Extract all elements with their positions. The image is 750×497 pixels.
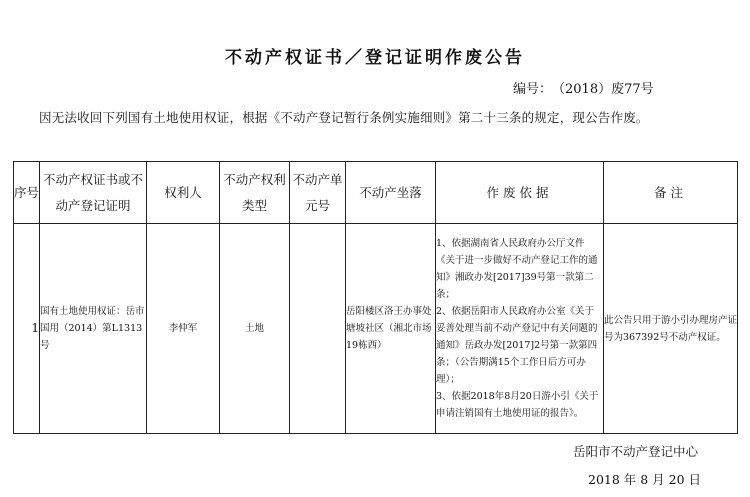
cell-remark: 此公告只用于游小引办理房产证号为367392号不动产权证。 (604, 224, 738, 434)
page-title: 不动产权证书／登记证明作废公告 (225, 48, 525, 68)
basis-item: 3、依据2018年8月20日游小引《关于申请注销国有土地使用证的报告》。 (436, 391, 599, 419)
cell-certificate: 国有土地使用权证：岳市国用（2014）第L1313号 (40, 224, 147, 434)
basis-item: 2、依据岳阳市人民政府办公室《关于妥善处理当前不动产登记中有关问题的通知》岳政办发[2017]2号第一款第四条；（公告期满15个工作日后方可办理）； (436, 306, 598, 385)
cell-location: 岳阳楼区洛王办事处塘坡社区（湘北市场19栋西） (346, 224, 436, 434)
cell-holder: 李仲军 (147, 224, 220, 434)
cell-seq: 1 (14, 224, 40, 434)
header-basis: 作废依据 (436, 162, 604, 224)
table-row (14, 224, 738, 434)
cell-unit-number (290, 224, 346, 434)
header-seq: 序号 (14, 162, 40, 224)
issue-date: 2018 年 8 月 20 日 (588, 472, 702, 487)
table-header-row (14, 162, 738, 224)
void-notice-table (13, 161, 738, 434)
document-number: 编号： （2018）废77号 (513, 82, 654, 97)
cell-basis (436, 224, 604, 434)
header-right-type: 不动产权利类型 (220, 162, 290, 224)
issuer-signature: 岳阳市不动产登记中心 (573, 444, 699, 459)
header-certificate: 不动产权证书或不动产登记证明 (40, 162, 147, 224)
header-remark: 备注 (604, 162, 738, 224)
header-holder: 权利人 (147, 162, 220, 224)
header-location: 不动产坐落 (346, 162, 436, 224)
intro-paragraph: 因无法收回下列国有土地使用权证，根据《不动产登记暂行条例实施细则》第二十三条的规定，现公告作废。 (39, 110, 649, 125)
cell-right-type: 土地 (220, 224, 290, 434)
header-unit-number: 不动产单元号 (290, 162, 346, 224)
basis-item: 1、依据湖南省人民政府办公厅文件《关于进一步做好不动产登记工作的通知》湘政办发[2017]39号第一款第二条； (436, 238, 598, 300)
